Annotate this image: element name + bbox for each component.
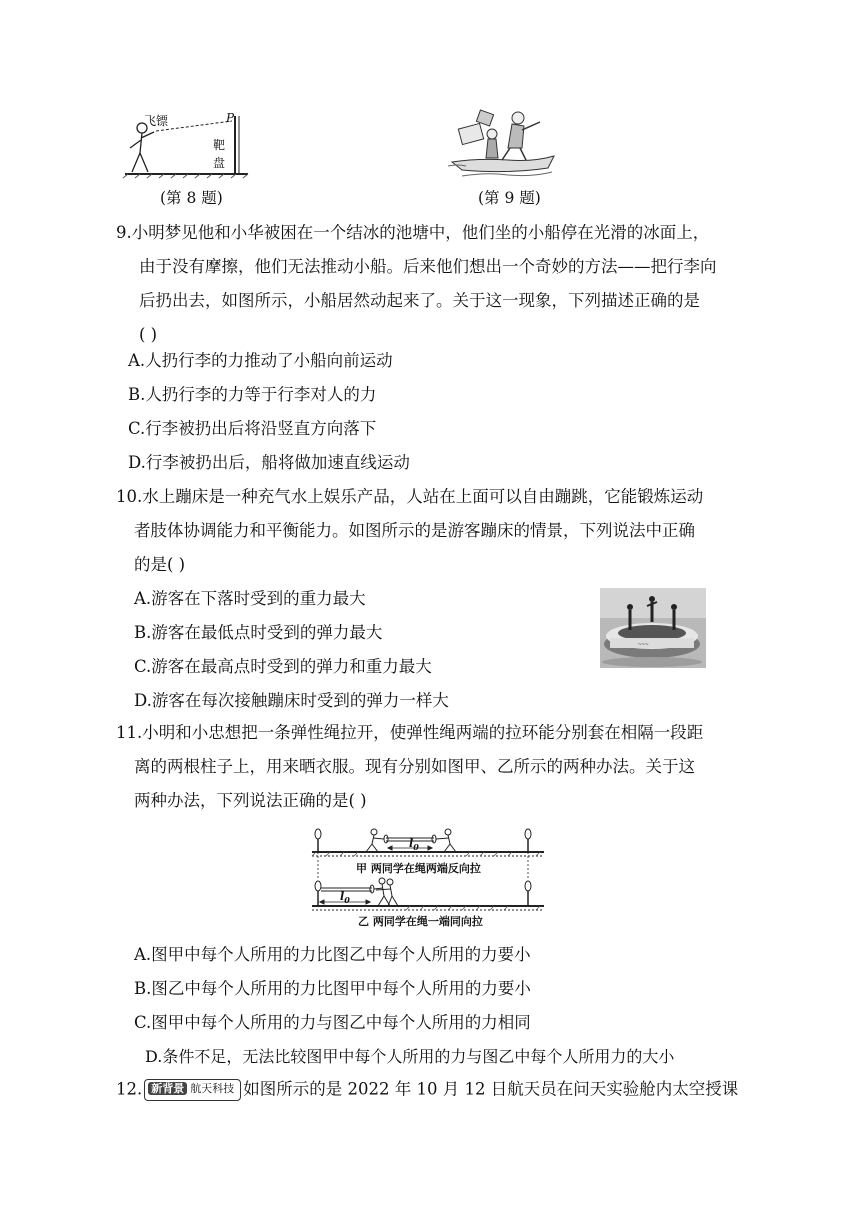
q11-line-1: 11.小明和小忠想把一条弹性绳拉开，使弹性绳两端的拉环能分别套在相隔一段距	[116, 723, 704, 742]
figure-8-caption: (第 8 题)	[160, 189, 223, 207]
q9-line-1: 9.小明梦见他和小华被困在一个结冰的池塘中，他们坐的小船停在光滑的冰面上，	[116, 223, 710, 242]
q10-line-2: 者肢体协调能力和平衡能力。如图所示的是游客蹦床的情景，下列说法中正确	[134, 521, 695, 540]
q9-option-b: B.人扔行李的力等于行李对人的力	[128, 385, 377, 404]
q10-line-3: 的是( )	[134, 555, 186, 574]
q10-option-a: A.游客在下落时受到的重力最大	[134, 589, 366, 608]
fig8-dart-label: 飞镖	[144, 114, 169, 128]
q9-option-c: C.行李被扔出后将沿竖直方向落下	[128, 419, 377, 438]
q11-option-a: A.图甲中每个人所用的力比图乙中每个人所用的力要小	[134, 945, 531, 964]
q9-option-a: A.人扔行李的力推动了小船向前运动	[128, 351, 393, 370]
q11-option-d: D.条件不足，无法比较图甲中每个人所用的力与图乙中每个人所用力的大小	[145, 1047, 675, 1066]
fig8-target-label-2: 盘	[213, 156, 226, 170]
q9-line-3: 后扔出去，如图所示，小船居然动起来了。关于这一现象，下列描述正确的是	[139, 291, 700, 310]
q11-line-3: 两种办法，下列说法正确的是( )	[134, 791, 367, 810]
q10-option-b: B.游客在最低点时受到的弹力最大	[134, 623, 383, 642]
figure-9-caption: (第 9 题)	[478, 189, 541, 207]
badge-new-label: 新背景	[148, 1082, 187, 1095]
q9-option-d: D.行李被扔出后，船将做加速直线运动	[128, 453, 410, 472]
fig11-yi-l0-label: $l_0$	[340, 890, 350, 906]
fig11-jia-caption: 甲 两同学在绳两端反向拉	[356, 862, 481, 875]
badge-topic-label: 航天科技	[190, 1082, 235, 1095]
q10-option-d: D.游客在每次接触蹦床时受到的弹力一样大	[134, 691, 449, 710]
fig11-jia-l0-label: $l_0$	[409, 837, 419, 853]
q11-line-2: 离的两根柱子上，用来晒衣服。现有分别如图甲、乙所示的两种办法。关于这	[134, 757, 695, 776]
q10-line-1: 10.水上蹦床是一种充气水上娱乐产品，人站在上面可以自由蹦跳，它能锻炼运动	[116, 487, 704, 506]
new-background-badge	[144, 1079, 241, 1101]
fig8-target-label-1: 靶	[213, 138, 226, 152]
q11-option-c: C.图甲中每个人所用的力与图乙中每个人所用的力相同	[134, 1013, 531, 1032]
svg-text:~~~: ~~~	[638, 642, 649, 648]
trampoline-photo	[600, 588, 706, 668]
figure-9-boat-illustration	[448, 104, 558, 180]
q9-line-4: ( )	[139, 325, 158, 344]
fig11-yi-caption: 乙 两同学在绳一端同向拉	[358, 915, 483, 928]
q12-line-1	[116, 1079, 738, 1101]
figure-11-rope-diagram	[310, 826, 550, 926]
q9-line-2: 由于没有摩擦，他们无法推动小船。后来他们想出一个奇妙的方法——把行李向	[139, 257, 717, 276]
q10-option-c: C.游客在最高点时受到的弹力和重力最大	[134, 657, 432, 676]
fig8-point-label: P	[226, 111, 235, 125]
q12-number: 12.	[116, 1079, 143, 1099]
q11-option-b: B.图乙中每个人所用的力比图甲中每个人所用的力要小	[134, 979, 531, 998]
figure-8-dart-diagram	[120, 108, 260, 178]
q12-text: 如图所示的是 2022 年 10 月 12 日航天员在问天实验舱内太空授课	[243, 1079, 739, 1099]
